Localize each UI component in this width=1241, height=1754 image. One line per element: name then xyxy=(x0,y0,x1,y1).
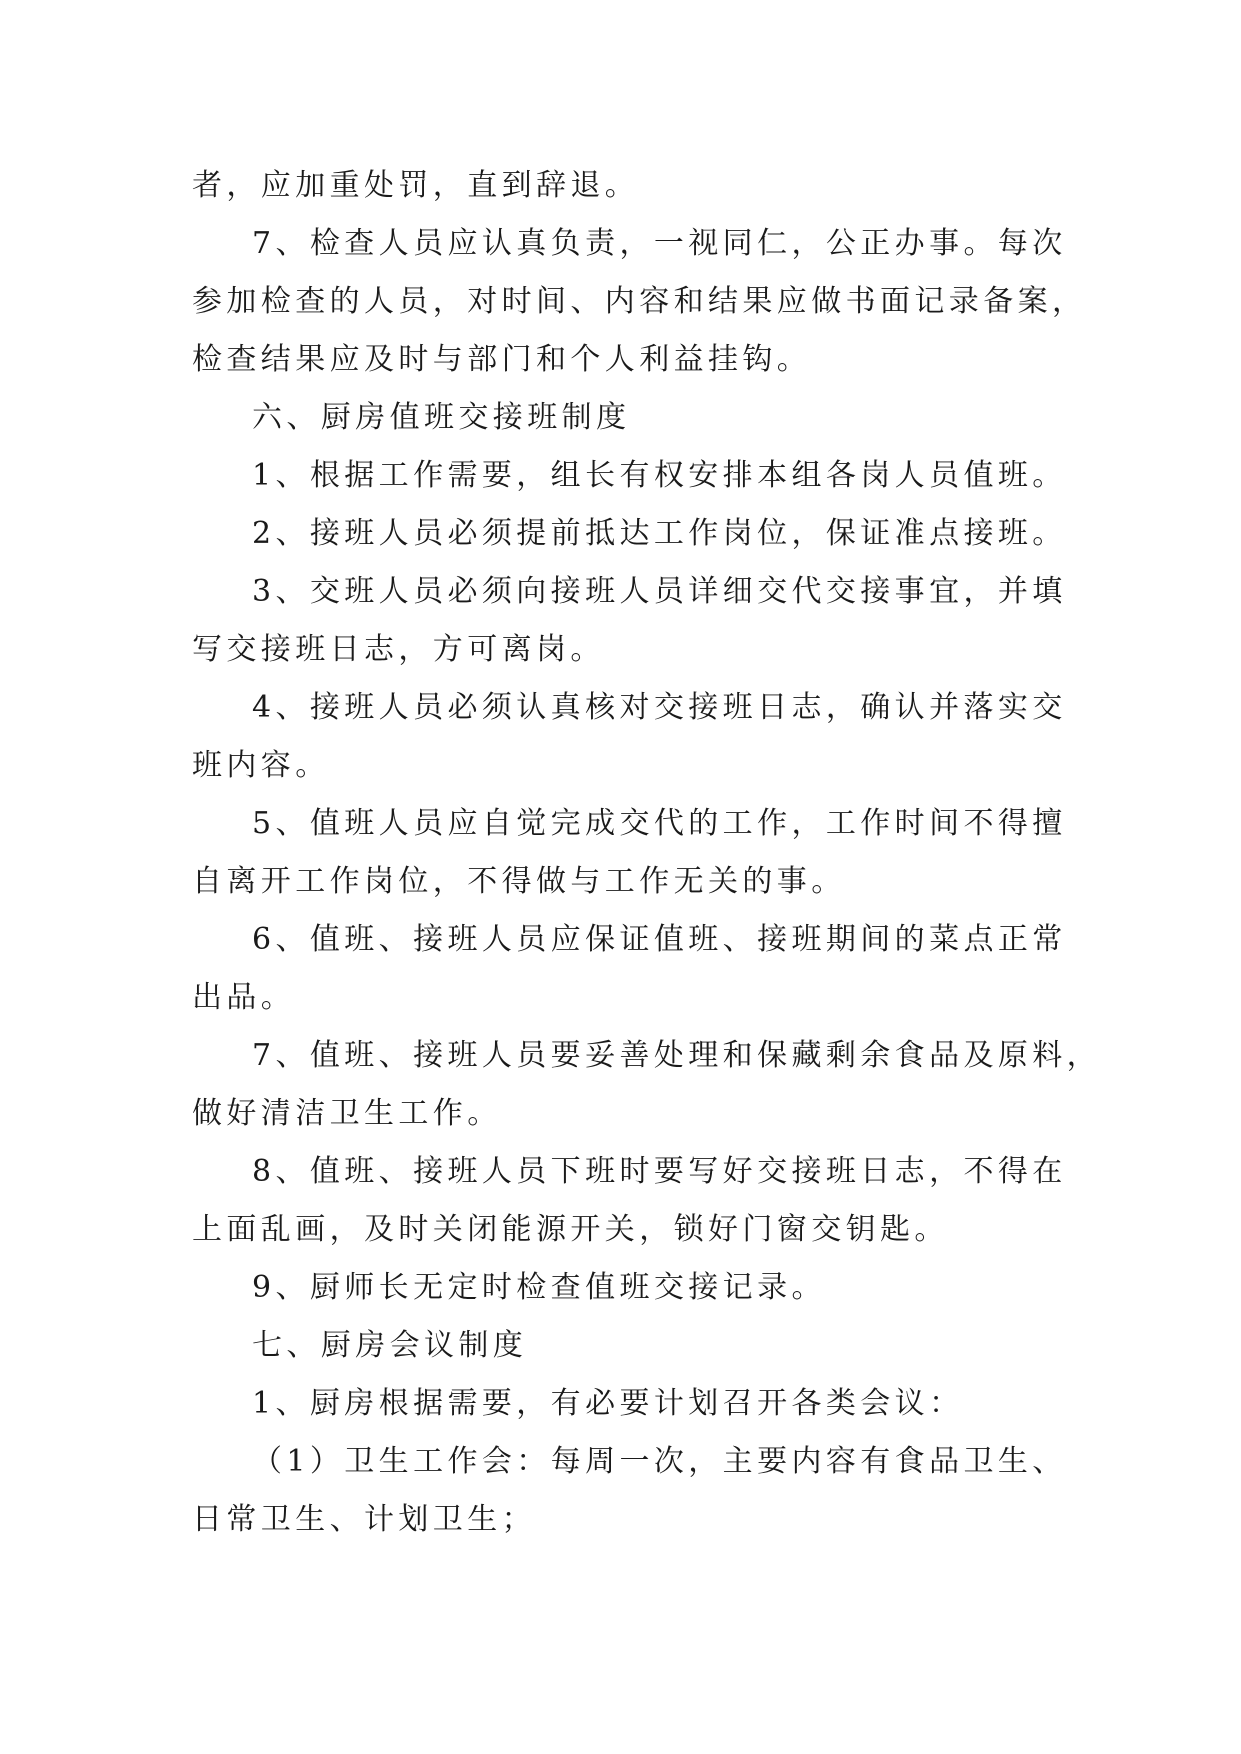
text-line: 7、值班、接班人员要妥善处理和保藏剩余食品及原料， xyxy=(252,1038,1102,1073)
text-line: 做好清洁卫生工作。 xyxy=(192,1096,502,1131)
text-line: （1）卫生工作会：每周一次，主要内容有食品卫生、 xyxy=(252,1444,1067,1479)
text-line: 上面乱画，及时关闭能源开关，锁好门窗交钥匙。 xyxy=(192,1212,949,1247)
section-heading: 七、厨房会议制度 xyxy=(252,1328,528,1363)
text-line: 参加检查的人员，对时间、内容和结果应做书面记录备案， xyxy=(192,284,1087,319)
text-line: 检查结果应及时与部门和个人利益挂钩。 xyxy=(192,342,812,377)
text-line: 7、检查人员应认真负责，一视同仁，公正办事。每次 xyxy=(252,226,1067,261)
text-line: 9、厨师长无定时检查值班交接记录。 xyxy=(252,1270,826,1305)
text-line: 2、接班人员必须提前抵达工作岗位，保证准点接班。 xyxy=(252,516,1067,551)
text-line: 3、交班人员必须向接班人员详细交代交接事宜，并填 xyxy=(252,574,1067,609)
text-line: 4、接班人员必须认真核对交接班日志，确认并落实交 xyxy=(252,690,1067,725)
text-line: 6、值班、接班人员应保证值班、接班期间的菜点正常 xyxy=(252,922,1067,957)
text-line: 5、值班人员应自觉完成交代的工作，工作时间不得擅 xyxy=(252,806,1067,841)
text-line: 自离开工作岗位，不得做与工作无关的事。 xyxy=(192,864,846,899)
text-line: 8、值班、接班人员下班时要写好交接班日志，不得在 xyxy=(252,1154,1067,1189)
text-line: 1、根据工作需要，组长有权安排本组各岗人员值班。 xyxy=(252,458,1067,493)
text-line: 班内容。 xyxy=(192,748,330,783)
text-line: 出品。 xyxy=(192,980,296,1015)
section-heading: 六、厨房值班交接班制度 xyxy=(252,400,631,435)
text-line: 日常卫生、计划卫生； xyxy=(192,1502,536,1537)
text-line: 者，应加重处罚，直到辞退。 xyxy=(192,168,640,203)
text-line: 1、厨房根据需要，有必要计划召开各类会议： xyxy=(252,1386,964,1421)
text-line: 写交接班日志，方可离岗。 xyxy=(192,632,605,667)
